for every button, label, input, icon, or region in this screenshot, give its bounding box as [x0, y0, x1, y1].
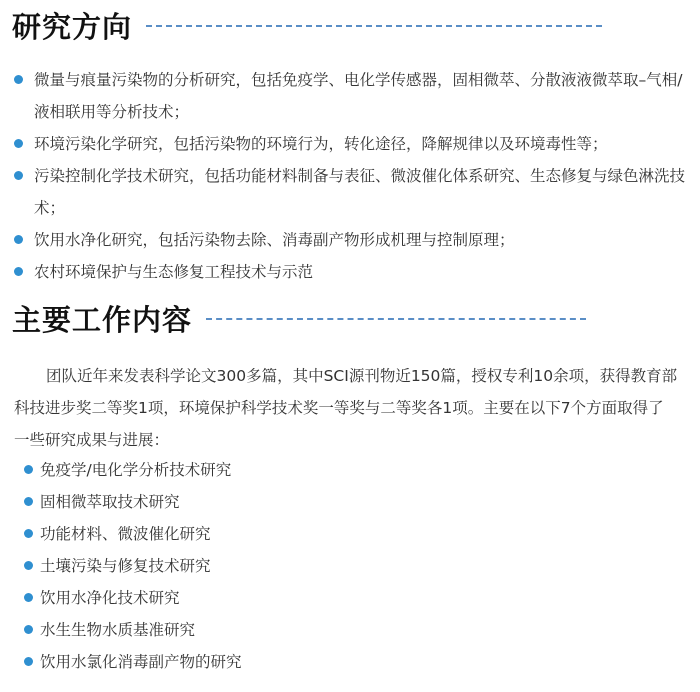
research-item	[14, 64, 690, 128]
research-item-text: 环境污染化学研究，包括污染物的环境行为，转化途径，降解规律以及环境毒性等；	[34, 135, 608, 153]
bullet-dot-icon	[14, 75, 23, 84]
result-item	[24, 582, 242, 614]
bullet-dot-icon	[14, 235, 23, 244]
bullet-dot-icon	[24, 561, 33, 570]
research-item	[14, 256, 690, 288]
work-section-header	[12, 298, 586, 339]
research-item-text: 农村环境保护与生态修复工程技术与示范	[34, 263, 314, 281]
research-item	[14, 128, 690, 160]
bullet-dot-icon	[24, 625, 33, 634]
research-item-text: 污染控制化学技术研究，包括功能材料制备与表征、微波催化体系研究、生态修复与绿色淋洗技术；	[34, 167, 686, 217]
bullet-dot-icon	[14, 171, 23, 180]
result-item	[24, 646, 242, 678]
bullet-dot-icon	[14, 267, 23, 276]
bullet-dot-icon	[24, 465, 33, 474]
result-item-text: 功能材料、微波催化研究	[40, 525, 211, 543]
research-item-text: 微量与痕量污染物的分析研究，包括免疫学、电化学传感器，固相微萃、分散液液微萃取–气相/液相联用等分析技术；	[34, 71, 683, 121]
research-item	[14, 224, 690, 256]
result-item-text: 免疫学/电化学分析技术研究	[40, 461, 232, 479]
dashed-divider	[146, 25, 602, 27]
work-section-title: 主要工作内容	[12, 303, 193, 337]
research-section-header	[12, 5, 602, 46]
dashed-divider	[206, 318, 586, 320]
result-item	[24, 550, 242, 582]
results-list	[24, 454, 242, 678]
research-item-text: 饮用水净化研究，包括污染物去除、消毒副产物形成机理与控制原理；	[34, 231, 515, 249]
bullet-dot-icon	[24, 497, 33, 506]
research-item	[14, 160, 690, 224]
bullet-dot-icon	[24, 657, 33, 666]
result-item	[24, 486, 242, 518]
bullet-dot-icon	[24, 593, 33, 602]
work-paragraph: 团队近年来发表科学论文300多篇，其中SCI源刊物近150篇，授权专利10余项，获得教育部科技进步奖二等奖1项，环境保护科学技术奖一等奖与二等奖各1项。主要在以下7个方面取得了一些研究成果与进展：	[14, 367, 678, 449]
result-item-text: 固相微萃取技术研究	[40, 493, 180, 511]
result-item-text: 水生生物水质基准研究	[40, 621, 196, 639]
result-item-text: 饮用水氯化消毒副产物的研究	[40, 653, 242, 671]
result-item-text: 土壤污染与修复技术研究	[40, 557, 211, 575]
result-item	[24, 518, 242, 550]
result-item-text: 饮用水净化技术研究	[40, 589, 180, 607]
result-item	[24, 614, 242, 646]
result-item	[24, 454, 242, 486]
research-list	[14, 64, 690, 288]
bullet-dot-icon	[24, 529, 33, 538]
research-section-title: 研究方向	[12, 10, 133, 44]
bullet-dot-icon	[14, 139, 23, 148]
